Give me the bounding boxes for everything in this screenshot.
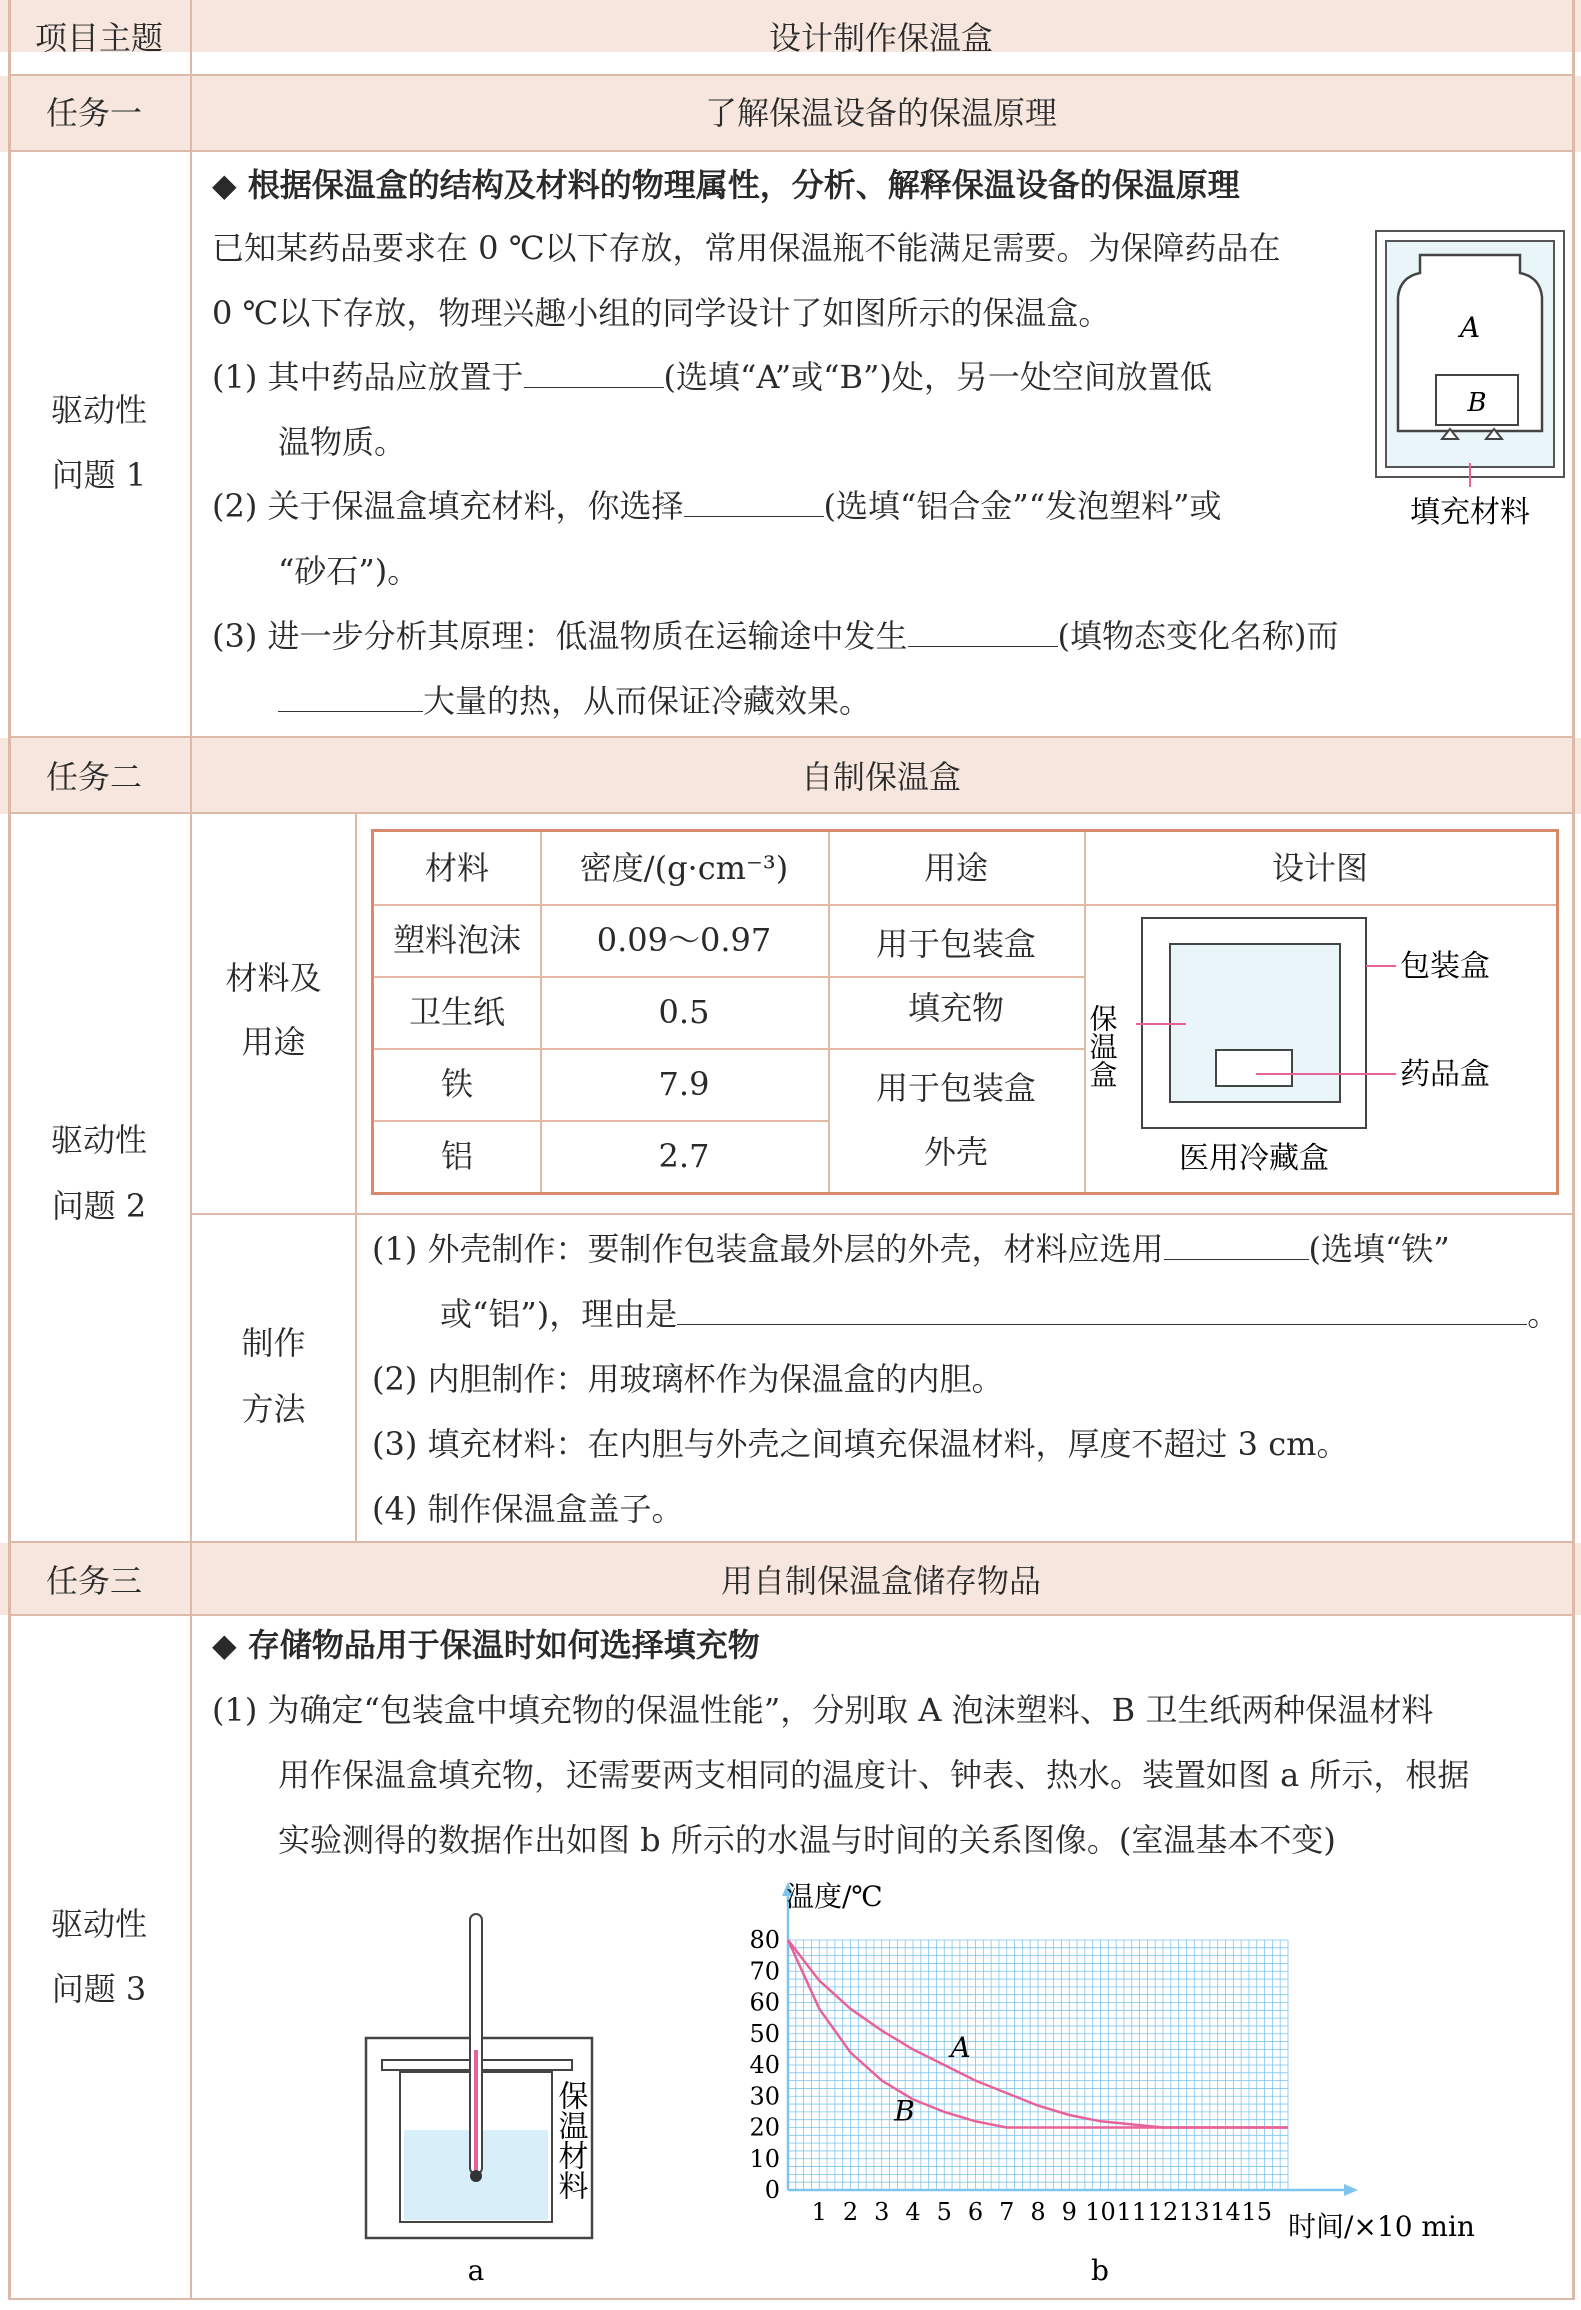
task3-diamond-heading: ◆ 存储物品用于保温时如何选择填充物 [212, 1626, 760, 1664]
series-label-b: B [894, 2094, 915, 2128]
task3-title: 用自制保温盒储存物品 [720, 1562, 1041, 1600]
subrow-divider [192, 1213, 1572, 1215]
x-tick-label: 3 [874, 2198, 890, 2226]
header-title: 设计制作保温盒 [768, 19, 993, 57]
task3-drive-2: 问题 3 [51, 1970, 147, 2008]
method-3: (3) 填充材料：在内胆与外壳之间填充保温材料，厚度不超过 3 cm。 [372, 1425, 1349, 1463]
y-tick-label: 30 [749, 2082, 780, 2111]
design-label-pkg: 包装盒 [1400, 949, 1490, 984]
y-tick-label: 60 [749, 1988, 780, 2017]
q3-answer-blank-1[interactable] [908, 616, 1058, 647]
apparatus-figure-a [360, 1900, 600, 2290]
row-line [8, 74, 1575, 76]
x-axis-arrow [1344, 2184, 1358, 2196]
temperature-time-chart [710, 1870, 1530, 2290]
row-line [8, 1614, 1575, 1616]
method-4: (4) 制作保温盒盖子。 [372, 1490, 684, 1528]
fig-label-b: B [1467, 388, 1487, 418]
q3-text-post: (填物态变化名称)而 [1057, 617, 1339, 655]
m1-text-pre: (1) 外壳制作：要制作包装盒最外层的外壳，材料应选用 [372, 1230, 1164, 1268]
chart-axes [782, 1882, 1358, 2196]
row-line [8, 2298, 1575, 2300]
q1-answer-blank[interactable] [524, 357, 664, 388]
m1-reason-pre: 或“铝”)，理由是 [440, 1295, 678, 1333]
insulated-box-figure [1370, 225, 1570, 535]
task1-q2-line1 [212, 486, 1221, 526]
m1-text-post: (选填“铁” [1308, 1230, 1450, 1268]
fig-caption-filling: 填充材料 [1410, 495, 1530, 530]
task1-intro-1: 已知某药品要求在 0 ℃以下存放，常用保温瓶不能满足需要。为保障药品在 [212, 229, 1281, 267]
task3-p2: 用作保温盒填充物，还需要两支相同的温度计、钟表、热水。装置如图 a 所示，根据 [278, 1756, 1470, 1794]
td-density: 0.09～0.97 [596, 921, 772, 959]
y-tick-label: 0 [764, 2176, 780, 2204]
materials-label-1: 材料及 [225, 959, 322, 997]
task2-drive-2: 问题 2 [51, 1187, 147, 1225]
row-line [8, 812, 1575, 814]
th-design: 设计图 [1271, 849, 1368, 887]
m1-reason-blank[interactable] [677, 1294, 1527, 1325]
row-line [8, 150, 1575, 152]
q1-text-post: (选填“A”或“B”)处，另一处空间放置低 [663, 358, 1212, 396]
task1-q3-line1 [212, 616, 1339, 656]
tbl-hline [374, 1048, 1084, 1050]
y-tick-label: 70 [749, 1957, 780, 1986]
figa-label: 保温材料 [552, 2080, 588, 2200]
m1-reason-post: 。 [1527, 1295, 1560, 1333]
m1-answer-blank[interactable] [1164, 1229, 1309, 1260]
y-tick-label: 20 [749, 2113, 780, 2142]
td-material: 塑料泡沫 [392, 921, 521, 959]
task2-title: 自制保温盒 [800, 758, 961, 796]
task3-p3: 实验测得的数据作出如图 b 所示的水温与时间的关系图像。(室温基本不变) [278, 1821, 1336, 1859]
q2-answer-blank[interactable] [684, 486, 824, 517]
task1-q1-line1 [212, 357, 1212, 397]
task1-intro-2: 0 ℃以下存放，物理兴趣小组的同学设计了如图所示的保温盒。 [212, 294, 1111, 332]
td-density: 7.9 [658, 1065, 710, 1103]
td-use1-1: 用于包装盒 [875, 925, 1036, 963]
y-tick-label: 50 [749, 2019, 780, 2048]
q3-answer-blank-2[interactable] [278, 681, 423, 712]
outer-right-border [1572, 0, 1575, 2300]
x-tick-label: 1 [811, 2198, 827, 2226]
row-line [8, 736, 1575, 738]
design-label-left: 保温盒 [1086, 1004, 1119, 1088]
task2-label: 任务二 [46, 758, 143, 796]
chart-ylabel: 温度/℃ [786, 1880, 883, 1913]
x-tick-label: 5 [936, 2198, 952, 2226]
x-tick-label: 9 [1061, 2198, 1077, 2226]
td-density: 0.5 [658, 993, 710, 1031]
design-label-med: 药品盒 [1400, 1057, 1490, 1092]
task1-label: 任务一 [46, 94, 143, 132]
method-2: (2) 内胆制作：用玻璃杯作为保温盒的内胆。 [372, 1360, 1004, 1398]
task2-drive-1: 驱动性 [50, 1121, 147, 1159]
chart-xlabel: 时间/×10 min [1288, 2210, 1475, 2243]
task1-drive-1: 驱动性 [50, 391, 147, 429]
col-divider [190, 0, 192, 2300]
x-tick-label: 8 [1030, 2198, 1046, 2226]
method-label-1: 制作 [241, 1324, 306, 1362]
subcol-divider [355, 812, 357, 1542]
task1-q2-line2: “砂石”)。 [278, 552, 420, 590]
y-tick-label: 80 [749, 1926, 780, 1954]
fig-label-a: A [1459, 311, 1481, 344]
task1-diamond-heading: ◆ 根据保温盒的结构及材料的物理属性，分析、解释保温设备的保温原理 [212, 166, 1240, 204]
task3-label: 任务三 [46, 1562, 143, 1600]
task1-q3-line2 [278, 681, 871, 721]
td-use2-1: 用于包装盒 [875, 1069, 1036, 1107]
method-1-line2 [440, 1294, 1559, 1334]
td-density: 2.7 [658, 1137, 710, 1175]
x-tick-label: 14 [1210, 2198, 1241, 2226]
y-tick-label: 40 [749, 2051, 780, 2079]
y-tick-label: 10 [749, 2144, 780, 2173]
q3-text-pre: (3) 进一步分析其原理：低温物质在运输途中发生 [212, 617, 908, 655]
td-material: 卫生纸 [408, 993, 505, 1031]
q1-text-pre: (1) 其中药品应放置于 [212, 358, 524, 396]
q2-text-post: (选填“铝合金”“发泡塑料”或 [823, 487, 1222, 525]
x-tick-label: 12 [1147, 2198, 1179, 2226]
td-material: 铁 [440, 1065, 473, 1103]
td-use1-2: 填充物 [907, 989, 1004, 1027]
figa-caption: a [467, 2254, 485, 2287]
x-tick-label: 15 [1241, 2198, 1273, 2226]
row-line [8, 1541, 1575, 1543]
method-1-line1 [372, 1229, 1450, 1269]
method-label-2: 方法 [241, 1390, 306, 1428]
tbl-hline [374, 1120, 828, 1122]
cold-box-design-figure [1086, 906, 1556, 1192]
materials-label-2: 用途 [241, 1023, 306, 1061]
tbl-hline [374, 976, 1084, 978]
task3-drive-1: 驱动性 [50, 1905, 147, 1943]
x-tick-label: 4 [905, 2198, 921, 2226]
task3-p1: (1) 为确定“包装盒中填充物的保温性能”，分别取 A 泡沫塑料、B 卫生纸两种保温材料 [212, 1691, 1434, 1729]
x-tick-label: 2 [842, 2198, 859, 2226]
series-label-a: A [950, 2031, 971, 2064]
x-tick-label: 7 [999, 2198, 1015, 2226]
x-tick-label: 6 [967, 2198, 984, 2226]
task1-drive-2: 问题 1 [51, 456, 147, 494]
figb-caption: b [1091, 2254, 1109, 2287]
x-tick-label: 11 [1116, 2198, 1148, 2226]
td-material: 铝 [440, 1137, 473, 1175]
th-density: 密度/(g·cm⁻³) [579, 849, 789, 887]
task1-title: 了解保温设备的保温原理 [704, 94, 1057, 132]
q3-text-line2: 大量的热，从而保证冷藏效果。 [423, 682, 872, 720]
x-tick-label: 13 [1178, 2198, 1210, 2226]
td-use2-2: 外壳 [923, 1133, 988, 1171]
header-col1: 项目主题 [34, 19, 163, 57]
th-material: 材料 [424, 849, 489, 887]
design-caption: 医用冷藏盒 [1179, 1141, 1329, 1176]
x-tick-label: 10 [1085, 2198, 1116, 2226]
q2-text-pre: (2) 关于保温盒填充材料，你选择 [212, 487, 684, 525]
th-use: 用途 [923, 849, 988, 887]
materials-table [371, 829, 1559, 1195]
task1-q1-line2: 温物质。 [278, 423, 407, 461]
